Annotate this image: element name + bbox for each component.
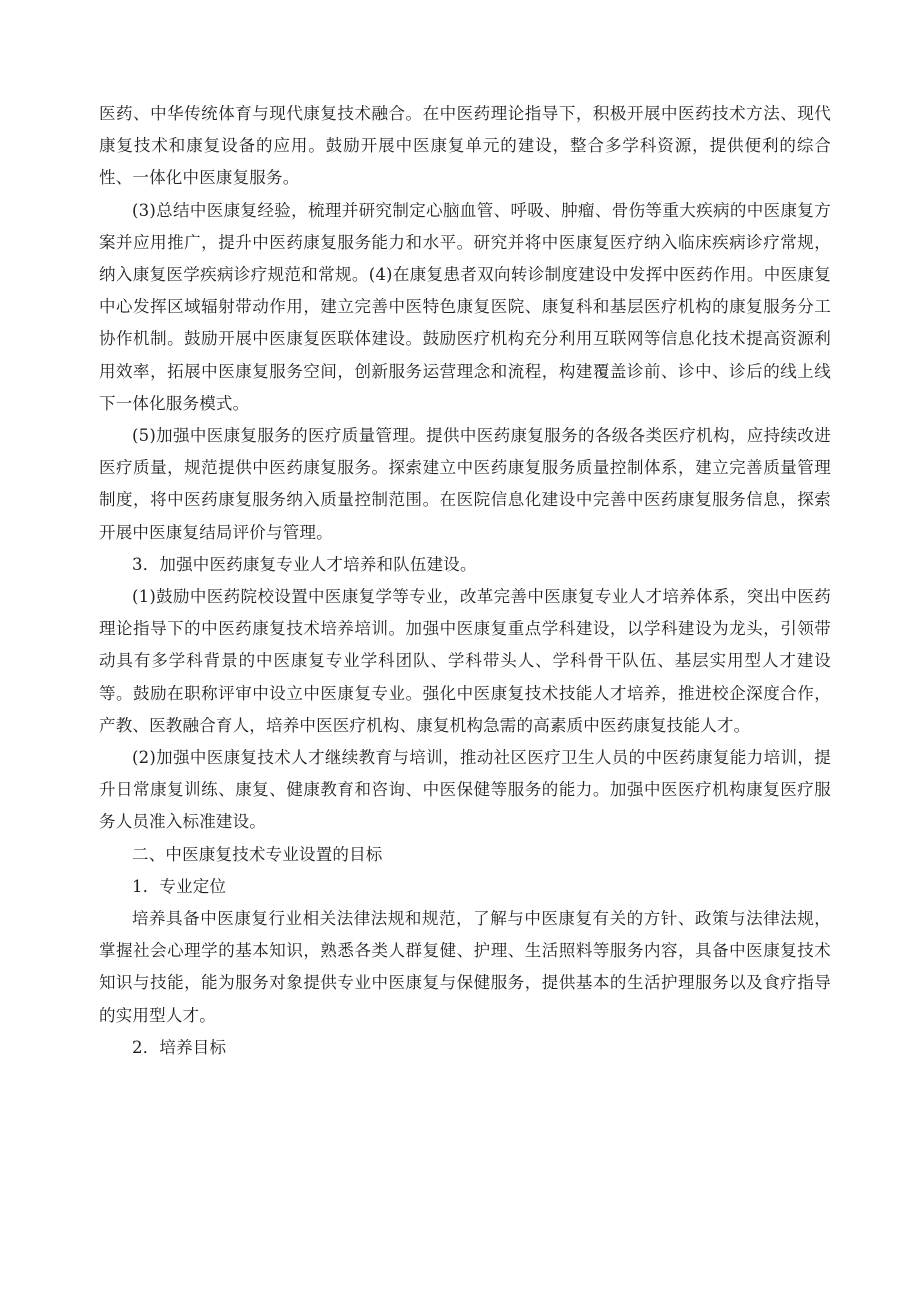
- paragraph-talent-2: (2)加强中医康复技术人才继续教育与培训，推动社区医疗卫生人员的中医药康复能力培训，提升日常康复训练、康复、健康教育和咨询、中医保健等服务的能力。加强中医医疗机构康复医疗服务人员准入标准建设。: [99, 748, 831, 832]
- subheading-training-goal: 2．培养目标: [132, 1037, 227, 1057]
- subheading-positioning: 1．专业定位: [132, 876, 227, 896]
- paragraph-item-3: (3)总结中医康复经验，梳理并研究制定心脑血管、呼吸、肿瘤、骨伤等重大疾病的中医康复方案并应用推广，提升中医药康复服务能力和水平。研究并将中医康复医疗纳入临床疾病诊疗常规，纳入康复医学疾病诊疗规范和常规。(4)在康复患者双向转诊制度建设中发挥中医药作用。中医康复中心发挥区域辐射带动作用，建立完善中医特色康复医院、康复科和基层医疗机构的康复服务分工协作机制。鼓励开展中医康复医联体建设。鼓励医疗机构充分利用互联网等信息化技术提高资源利用效率，拓展中医康复服务空间，创新服务运营理念和流程，构建覆盖诊前、诊中、诊后的线上线下一体化服务模式。: [99, 200, 831, 413]
- document-body: [99, 98, 831, 1064]
- section-heading-goals: 二、中医康复技术专业设置的目标: [132, 844, 383, 864]
- paragraph-talent-1: (1)鼓励中医药院校设置中医康复学等专业，改革完善中医康复专业人才培养体系，突出中医药理论指导下的中医药康复技术培养培训。加强中医康复重点学科建设，以学科建设为龙头，引领带动具有多学科背景的中医康复专业学科团队、学科带头人、学科骨干队伍、基层实用型人才建设等。鼓励在职称评审中设立中医康复专业。强化中医康复技术技能人才培养，推进校企深度合作，产教、医教融合育人，培养中医医疗机构、康复机构急需的高素质中医药康复技能人才。: [99, 587, 831, 735]
- section-heading-talent: 3．加强中医药康复专业人才培养和队伍建设。: [132, 554, 477, 574]
- paragraph-continuation: 医药、中华传统体育与现代康复技术融合。在中医药理论指导下，积极开展中医药技术方法、现代康复技术和康复设备的应用。鼓励开展中医康复单元的建设，整合多学科资源，提供便利的综合性、一体化中医康复服务。: [99, 104, 831, 188]
- paragraph-item-5: (5)加强中医康复服务的医疗质量管理。提供中医药康复服务的各级各类医疗机构，应持续改进医疗质量，规范提供中医药康复服务。探索建立中医药康复服务质量控制体系，建立完善质量管理制度，将中医药康复服务纳入质量控制范围。在医院信息化建设中完善中医药康复服务信息，探索开展中医康复结局评价与管理。: [99, 426, 831, 542]
- paragraph-positioning: 培养具备中医康复行业相关法律法规和规范，了解与中医康复有关的方针、政策与法律法规，掌握社会心理学的基本知识，熟悉各类人群复健、护理、生活照料等服务内容，具备中医康复技术知识与技能，能为服务对象提供专业中医康复与保健服务，提供基本的生活护理服务以及食疗指导的实用型人才。: [99, 909, 831, 1025]
